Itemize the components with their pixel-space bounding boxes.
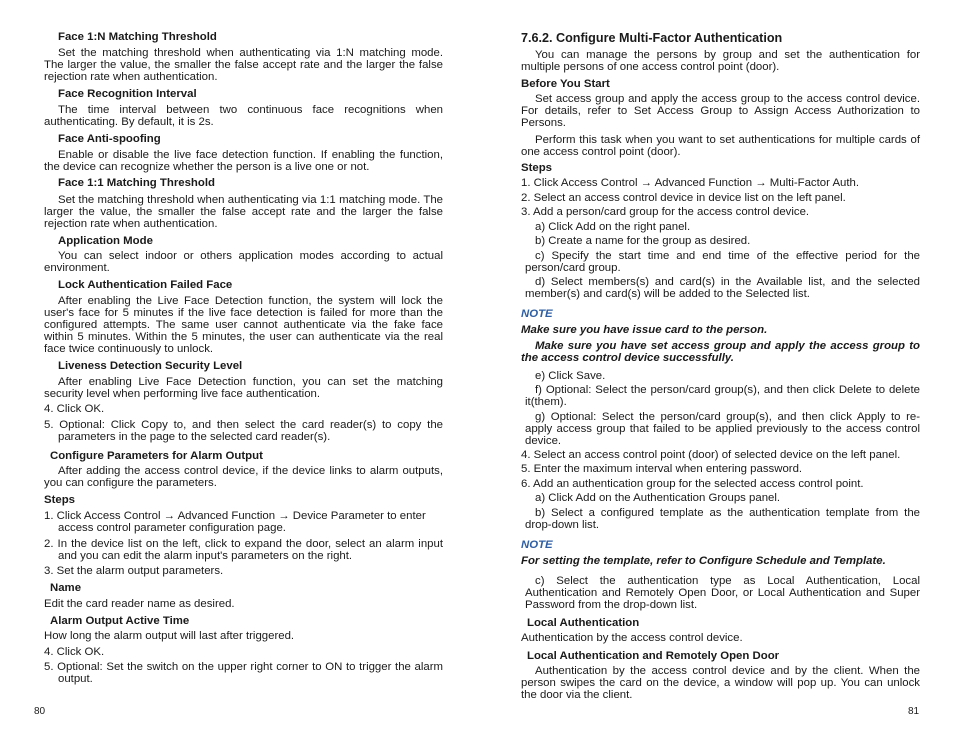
paragraph-18: After adding the access control device, if the device links to alarm outputs, you can configure the parameters. [44, 465, 443, 489]
paragraph-6: Enable or disable the live face detection function. If enabling the function, the device can recognize whether the person is a live one or not. [44, 149, 443, 173]
paragraph-13: d) Select members(s) and card(s) in the Available list, and the selected member(s) and card(s) will be added to the Selected list. [525, 276, 920, 300]
paragraph-5: Perform this task when you want to set authentications for multiple cards of one access control point (door). [521, 134, 920, 158]
right-page-number: 81 [908, 706, 920, 717]
paragraph-4: The time interval between two continuous face recognitions when authenticating. By default, it is 2s. [44, 104, 443, 128]
paragraph-29: Authentication by the access control device. [521, 632, 743, 644]
section-heading-5: Face Anti-spoofing [58, 133, 161, 145]
paragraph-17: e) Click Save. [535, 370, 606, 382]
section-heading-19: Steps [44, 494, 76, 506]
paragraph-11: b) Create a name for the group as desired. [535, 235, 751, 247]
paragraph-23: a) Click Add on the Authentication Groups panel. [535, 492, 781, 504]
paragraph-15: 4. Click OK. [44, 403, 105, 415]
paragraph-10: a) Click Add on the right panel. [535, 221, 691, 233]
paragraph-20: 1. Click Access Control → Advanced Function → Device Parameter to enter access control parameter configuration page. [44, 510, 426, 534]
section-heading-1: 7.6.2. Configure Multi-Factor Authentication [521, 31, 783, 45]
paragraph-16: Make sure you have set access group and apply the access group to the access control device successfully. [521, 340, 920, 364]
paragraph-22: 6. Add an authentication group for the selected access control point. [521, 478, 864, 490]
left-page-number: 80 [34, 706, 46, 717]
paragraph-24: Edit the card reader name as desired. [44, 598, 235, 610]
paragraph-8: Set the matching threshold when authenticating via 1:1 matching mode. The larger the value, the smaller the false accept rate and the larger the false rejection rate when authentication. [44, 194, 443, 230]
paragraph-26: For setting the template, refer to Configure Schedule and Template. [521, 555, 886, 567]
paragraph-21: 2. In the device list on the left, click to expand the door, select an alarm input and you can edit the alarm input's parameters on the right. [44, 538, 443, 562]
section-heading-14: NOTE [521, 308, 553, 320]
paragraph-9: 3. Add a person/card group for the access control device. [521, 206, 810, 218]
paragraph-10: You can select indoor or others application modes according to actual environment. [44, 250, 443, 274]
section-heading-25: Alarm Output Active Time [50, 615, 190, 627]
section-heading-6: Steps [521, 162, 553, 174]
paragraph-28: 5. Optional: Set the switch on the upper right corner to ON to trigger the alarm output. [44, 661, 443, 685]
section-heading-28: Local Authentication [527, 617, 640, 629]
paragraph-19: g) Optional: Select the person/card group(s), and then click Apply to re-apply access group that failed to be applied previously to the access control device. [525, 411, 920, 447]
paragraph-20: 4. Select an access control point (door) of selected device on the left panel. [521, 449, 901, 461]
paragraph-2: Set the matching threshold when authenticating via 1:N matching mode. The larger the value, the smaller the false accept rate and the larger the false rejection rate when authentication. [44, 47, 443, 83]
paragraph-12: After enabling the Live Face Detection function, the system will lock the user's face for 5 minutes if the live face detection is failed for more than the configured attempts. The same user cannot authenticate via the fake face within 5 minutes. Within the 5 minutes, the user can authenticate via the real face twice continuously to unlock. [44, 295, 443, 355]
paragraph-14: After enabling Live Face Detection function, you can set the matching security level when performing live face authentication. [44, 376, 443, 400]
paragraph-15: Make sure you have issue card to the person. [521, 324, 768, 336]
section-heading-17: Configure Parameters for Alarm Output [50, 450, 263, 462]
section-heading-9: Application Mode [58, 235, 153, 247]
paragraph-2: You can manage the persons by group and set the authentication for multiple persons of one access control point (door). [521, 49, 920, 73]
paragraph-31: Authentication by the access control device and by the client. When the person swipes the card on the device, a window will pop up. You can unlock the door via the client. [521, 665, 920, 701]
paragraph-21: 5. Enter the maximum interval when entering password. [521, 463, 803, 475]
section-heading-23: Name [50, 582, 82, 594]
section-heading-30: Local Authentication and Remotely Open Door [527, 650, 780, 662]
paragraph-16: 5. Optional: Click Copy to, and then select the card reader(s) to copy the parameters in the page to the selected card reader(s). [44, 419, 443, 443]
paragraph-12: c) Specify the start time and end time of the effective period for the person/card group. [525, 250, 920, 274]
paragraph-22: 3. Set the alarm output parameters. [44, 565, 224, 577]
section-heading-13: Liveness Detection Security Level [58, 360, 243, 372]
section-heading-7: Face 1:1 Matching Threshold [58, 177, 215, 189]
paragraph-27: 4. Click OK. [44, 646, 105, 658]
paragraph-24: b) Select a configured template as the authentication template from the drop-down list. [525, 507, 920, 531]
paragraph-7: 1. Click Access Control → Advanced Function → Multi-Factor Auth. [521, 177, 860, 189]
paragraph-8: 2. Select an access control device in device list on the left panel. [521, 192, 846, 204]
section-heading-3: Before You Start [521, 78, 610, 90]
section-heading-3: Face Recognition Interval [58, 88, 197, 100]
paragraph-26: How long the alarm output will last after triggered. [44, 630, 295, 642]
paragraph-27: c) Select the authentication type as Local Authentication, Local Authentication and Remotely Open Door, or Local Authentication and Super Password from the drop-down list. [525, 575, 920, 611]
section-heading-1: Face 1:N Matching Threshold [58, 31, 217, 43]
section-heading-11: Lock Authentication Failed Face [58, 279, 233, 291]
paragraph-18: f) Optional: Select the person/card group(s), and then click Delete to delete it(them). [525, 384, 920, 408]
section-heading-25: NOTE [521, 539, 553, 551]
paragraph-4: Set access group and apply the access group to the access control device. For details, refer to Set Access Group to Assign Access Authorization to Persons. [521, 93, 920, 129]
